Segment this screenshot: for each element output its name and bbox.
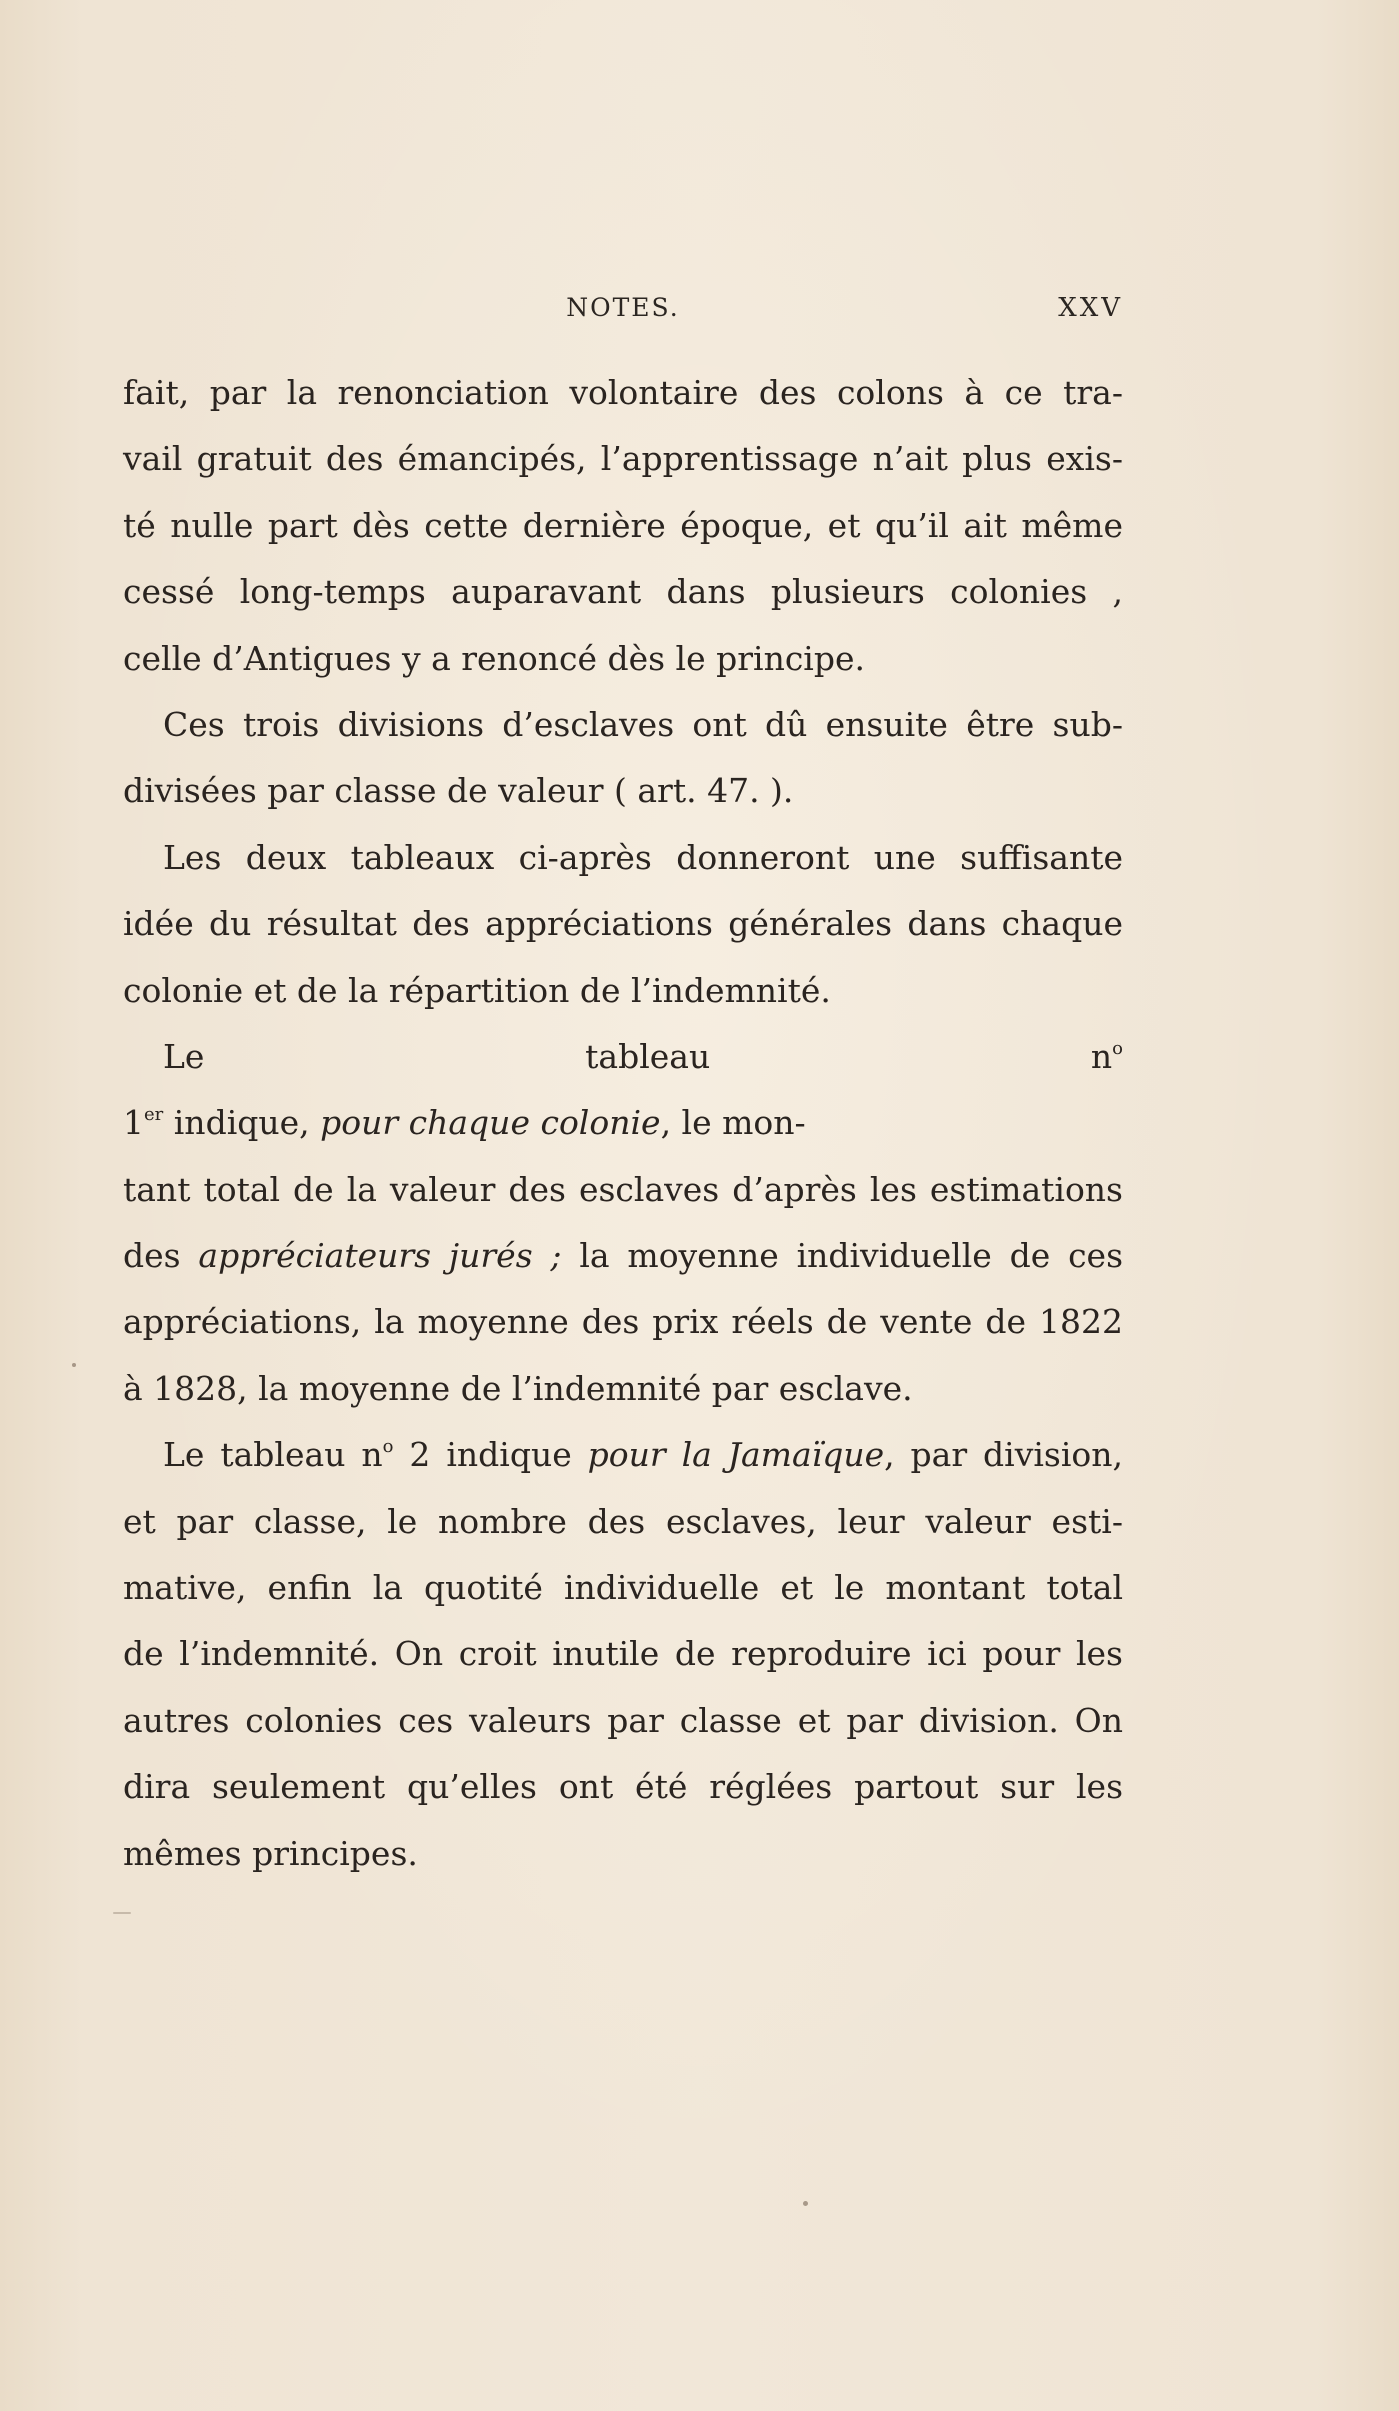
body-text: [123, 360, 1123, 1887]
text-line: té nulle part dès cette dernière époque, et qu’il ait même: [123, 505, 1123, 545]
superscript: er: [144, 1104, 164, 1126]
italic-text: pour la Jamaïque: [587, 1435, 885, 1475]
text-line: [123, 1223, 1123, 1289]
running-title: NOTES.: [566, 293, 680, 322]
text-line: dira seulement qu’elles ont été réglées partout sur les: [123, 1767, 1123, 1807]
text-line: fait, par la renonciation volontaire des colons à ce tra-: [123, 373, 1123, 412]
text-line: [123, 1422, 1123, 1488]
italic-text: appréciateurs jurés ;: [198, 1236, 562, 1276]
text-run: , le mon-: [660, 1103, 806, 1143]
paper-speck: [803, 2201, 808, 2206]
text-line: [123, 1024, 1123, 1090]
text-line: tant total de la valeur des esclaves d’après les estimations: [123, 1169, 1123, 1209]
text-run: Le tableau n: [163, 1036, 1113, 1076]
text-line: Les deux tableaux ci-après donneront une suffisante: [163, 837, 1123, 877]
italic-text: pour chaque colonie: [320, 1103, 661, 1143]
text-line: divisées par classe de valeur ( art. 47. ).: [123, 771, 794, 811]
text-run: Le tableau n: [163, 1435, 383, 1475]
text-line: autres colonies ces valeurs par classe et par division. On: [123, 1700, 1123, 1740]
text-run: des: [123, 1236, 199, 1276]
superscript: o: [1112, 1037, 1123, 1059]
text-line: vail gratuit des émancipés, l’apprentissage n’ait plus exis-: [123, 439, 1123, 479]
text-line: appréciations, la moyenne des prix réels de vente de 1822: [123, 1302, 1123, 1342]
running-head: [123, 290, 1123, 326]
text-line: mative, enfin la quotité individuelle et le montant total: [123, 1568, 1123, 1608]
text-line: idée du résultat des appréciations générales dans chaque: [123, 904, 1123, 944]
text-line: Ces trois divisions d’esclaves ont dû ensuite être sub-: [163, 704, 1123, 744]
text-line: mêmes principes.: [123, 1833, 418, 1873]
text-line: de l’indemnité. On croit inutile de reproduire ici pour les: [123, 1634, 1123, 1674]
page-number: XXV: [1058, 293, 1123, 323]
text-line: colonie et de la répartition de l’indemnité.: [123, 970, 831, 1010]
text-run: 2 indique: [393, 1435, 588, 1475]
text-run: la moyenne individuelle de ces: [561, 1236, 1124, 1276]
paper-speck: [113, 1912, 131, 1914]
text-line: à 1828, la moyenne de l’indemnité par esclave.: [123, 1368, 913, 1408]
text-run: indique,: [163, 1103, 321, 1143]
text-run: 1: [123, 1103, 144, 1143]
text-line: cessé long-temps auparavant dans plusieurs colonies ,: [123, 572, 1123, 612]
superscript: o: [382, 1436, 394, 1458]
paper-speck: [72, 1363, 76, 1367]
text-run: , par division,: [884, 1435, 1124, 1475]
text-line: celle d’Antigues y a renoncé dès le principe.: [123, 638, 866, 678]
text-line: et par classe, le nombre des esclaves, leur valeur esti-: [123, 1501, 1123, 1541]
